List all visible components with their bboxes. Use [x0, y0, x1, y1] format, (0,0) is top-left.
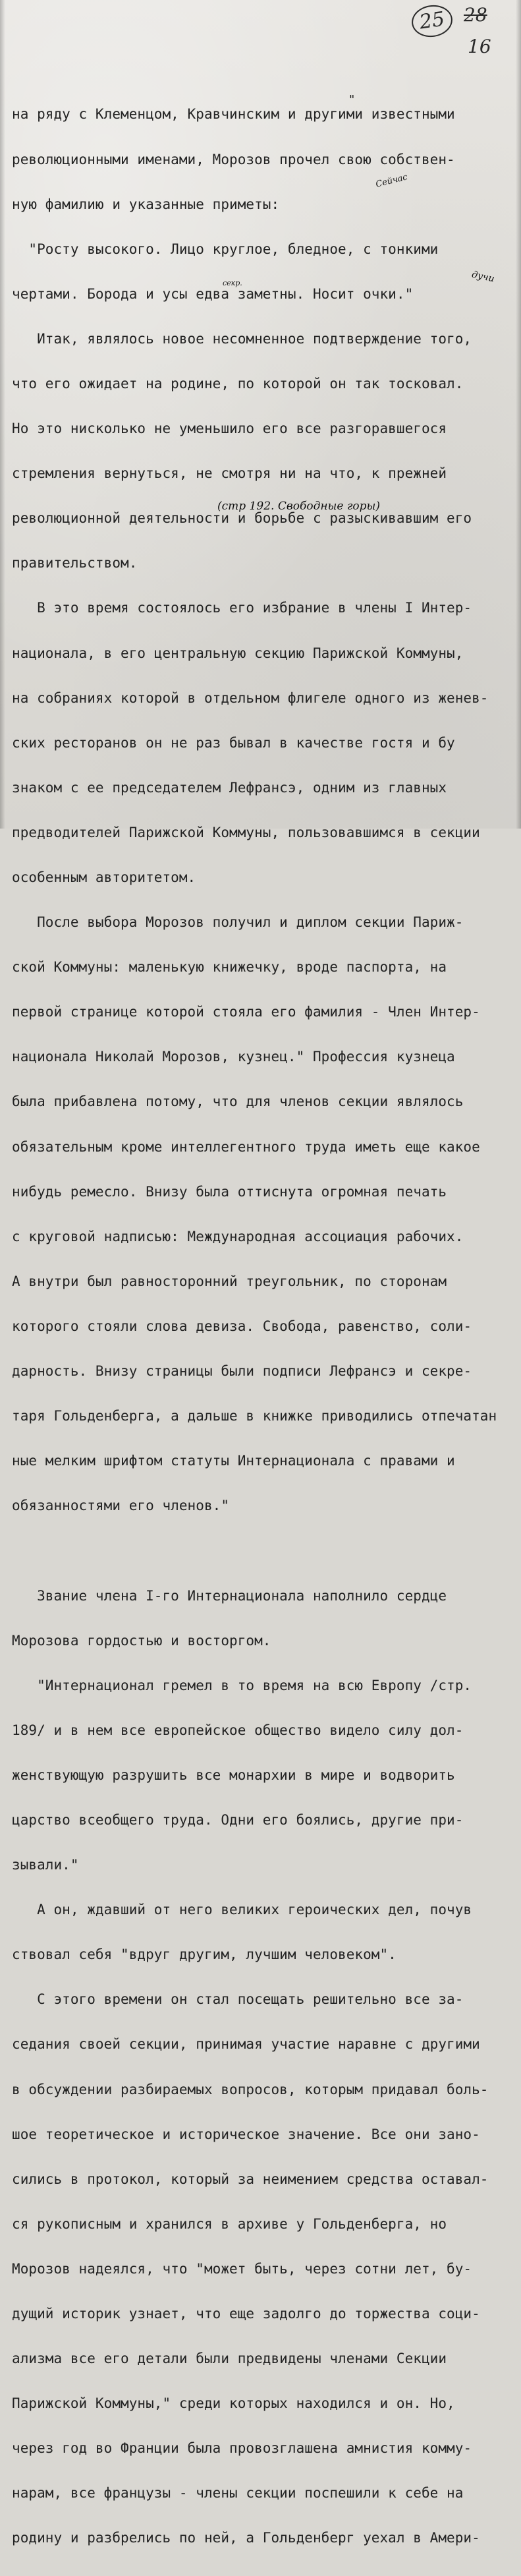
text-line: А внутри был равносторонний треугольник, по сторонам	[12, 1273, 447, 1289]
text-line: революционной деятельности и борьбе с разыскивавшим его	[12, 510, 472, 527]
text-line: Звание члена I-го Интернационала наполнило сердце	[12, 1587, 447, 1604]
paragraph-gap	[12, 1543, 512, 1558]
handwritten-citation-note: (стр 192. Свободные горы)	[217, 500, 381, 513]
text-line: "Росту высокого. Лицо круглое, бледное, с тонкими	[12, 241, 439, 257]
text-line: Итак, являлось новое несомненное подтверждение того,	[12, 330, 472, 347]
left-page-edge	[0, 0, 5, 829]
text-line: дущий историк узнает, что еще задолго до торжества соци-	[12, 2306, 480, 2322]
text-line: революционными именами, Морозов прочел свою собствен-	[12, 151, 455, 167]
circled-page-number: 25	[410, 3, 454, 40]
page-number-marks	[407, 0, 521, 73]
text-line: первой странице которой стояла его фамилия - Член Интер-	[12, 1004, 480, 1020]
handwritten-page-index: 16	[468, 36, 491, 57]
text-line: шое теоретическое и историческое значение. Все они зано-	[12, 2126, 480, 2142]
text-line: что его ожидает на родине, по которой он так тосковал.	[12, 375, 464, 392]
text-line: Морозов надеялся, что "может быть, через сотни лет, бу-	[12, 2260, 472, 2277]
text-line: национала, в его центральную секцию Парижской Коммуны,	[12, 645, 464, 661]
text-line: стремления вернуться, не смотря ни на что, к прежней	[12, 465, 447, 482]
text-line: национала Николай Морозов, кузнец." Профессия кузнеца	[12, 1049, 455, 1065]
text-line: обязанностями его членов."	[12, 1498, 230, 1514]
text-line: на ряду с Клеменцом, Кравчинским и другими известными	[12, 106, 455, 123]
text-line: Но это нисколько не уменьшило его все разгоравшегося	[12, 421, 447, 437]
typed-body-text	[12, 77, 512, 2576]
text-line: В это время состоялось его избрание в члены I Интер-	[12, 600, 472, 616]
text-line: сились в протокол, который за неимением средства оставал-	[12, 2171, 489, 2187]
text-line: А он, ждавший от него великих героических дел, почув	[12, 1902, 472, 1918]
text-line: ской Коммуны: маленькую книжечку, вроде паспорта, на	[12, 959, 447, 976]
text-line: с круговой надписью: Международная ассоциация рабочих.	[12, 1228, 464, 1244]
right-page-edge	[516, 0, 521, 829]
text-line: таря Гольденберга, а дальше в книжке приводились отпечатан	[12, 1408, 497, 1424]
text-line: знаком с ее председателем Лефрансэ, одним из главных	[12, 779, 447, 796]
text-line: ализма все его детали были предвидены членами Секции	[12, 2351, 447, 2367]
text-line: зывали."	[12, 1857, 79, 1873]
handwritten-insertion: дучи	[470, 269, 496, 285]
crossed-page-number: 28	[464, 4, 487, 26]
text-line: в обсуждении разбираемых вопросов, которым придавал боль-	[12, 2081, 489, 2097]
text-line: 189/ и в нем все европейское общество видело силу дол-	[12, 1722, 464, 1738]
text-line: обязательным кроме интеллегентного труда иметь еще какое	[12, 1138, 480, 1155]
text-line: нибудь ремесло. Внизу была оттиснута огромная печать	[12, 1183, 447, 1200]
text-line: дарность. Внизу страницы были подписи Лефрансэ и секре-	[12, 1363, 472, 1380]
text-line: ся рукописным и хранился в архиве у Гольденберга, но	[12, 2215, 447, 2232]
handwritten-quote-mark: "	[349, 93, 355, 107]
text-line: "Интернационал гремел в то время на всю Европу /стр.	[12, 1677, 472, 1693]
text-line: чертами. Борода и усы едва заметны. Носит очки."	[12, 285, 414, 302]
text-line: царство всеобщего труда. Одни его боялись, другие при-	[12, 1811, 464, 1828]
text-line: родину и разбрелись по ней, а Гольденберг уехал в Амери-	[12, 2530, 480, 2546]
text-line: правительством.	[12, 555, 138, 571]
text-line: С этого времени он стал посещать решительно все за-	[12, 1991, 464, 2008]
text-line: Парижской Коммуны," среди которых находился и он. Но,	[12, 2395, 455, 2412]
text-line: ствовал себя "вдруг другим, лучшим человеком".	[12, 1947, 397, 1963]
text-line: женствующую разрушить все монархии в мире и водворить	[12, 1767, 455, 1783]
text-line: предводителей Парижской Коммуны, пользовавшимся в секции	[12, 824, 480, 840]
text-line: через год во Франции была провозглашена амнистия комму-	[12, 2440, 472, 2457]
handwritten-insertion: секр.	[223, 279, 242, 287]
text-line: Морозова гордостью и восторгом.	[12, 1632, 271, 1649]
text-line: После выбора Морозов получил и диплом секции Париж-	[12, 914, 464, 931]
text-line: на собраниях которой в отдельном флигеле одного из женев-	[12, 689, 489, 706]
text-line: ских ресторанов он не раз бывал в качестве гостя и бу	[12, 734, 455, 751]
text-line: ную фамилию и указанные приметы:	[12, 196, 280, 212]
text-line: особенным авторитетом.	[12, 869, 196, 885]
text-line: которого стояли слова девиза. Свобода, равенство, соли-	[12, 1318, 472, 1334]
text-line: седания своей секции, принимая участие наравне с другими	[12, 2036, 480, 2053]
handwritten-insertion: Сейчас	[374, 172, 409, 190]
text-line: нарам, все французы - члены секции поспешили к себе на	[12, 2485, 464, 2502]
text-line: была прибавлена потому, что для членов секции являлось	[12, 1094, 464, 1110]
text-line: ные мелким шрифтом статуты Интернационала с правами и	[12, 1453, 455, 1469]
